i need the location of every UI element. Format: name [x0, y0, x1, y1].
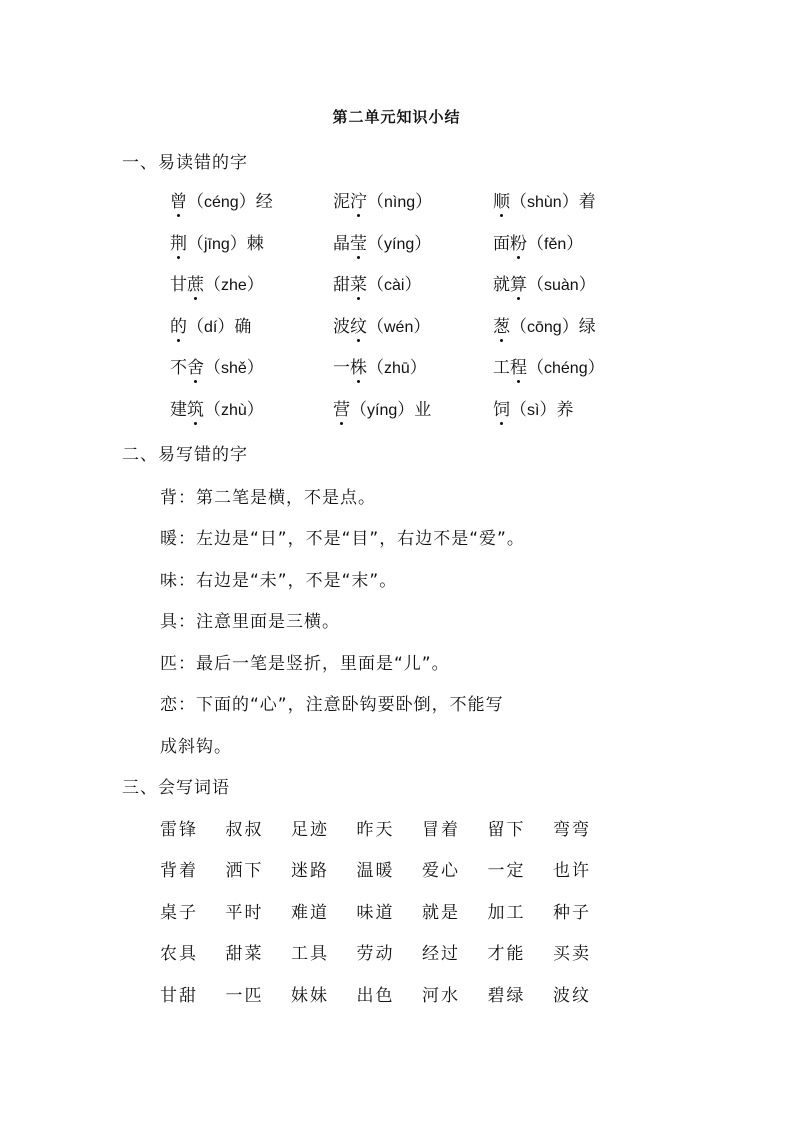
pinyin-entry [493, 395, 573, 420]
vocabulary-word: 甘甜 [160, 985, 198, 1006]
vocabulary-word: 出色 [356, 985, 395, 1006]
vocabulary-word: 味道 [356, 902, 395, 923]
word-character: 波 [333, 316, 350, 337]
pinyin-text: shùn [527, 194, 562, 211]
word-character: 业 [414, 400, 432, 420]
pinyin-text: zhù [221, 402, 247, 419]
dotted-character: 蔗 [187, 270, 204, 295]
dotted-character: 营 [333, 395, 350, 420]
pinyin-text: suàn [544, 277, 579, 295]
close-paren: ） [587, 358, 605, 379]
vocabulary-word: 经过 [422, 944, 460, 965]
pinyin-entry [493, 270, 596, 295]
open-paren: （ [350, 400, 367, 420]
vocabulary-word: 难道 [291, 902, 329, 923]
close-paren: ） [246, 275, 264, 296]
pinyin-text: dí [204, 318, 218, 336]
pinyin-entry [170, 395, 264, 420]
vocabulary-word: 劳动 [356, 944, 395, 965]
dotted-character: 舍 [187, 353, 204, 378]
pinyin-entry [493, 229, 583, 254]
word-character: 不 [170, 358, 187, 379]
vocabulary-word: 足迹 [291, 820, 329, 840]
writing-note: 恋：下面的“心”，注意卧钩要卧倒，不能写 [160, 695, 504, 715]
open-paren: （ [204, 358, 221, 379]
vocabulary-word: 一定 [487, 861, 526, 882]
vocabulary-word: 叔叔 [225, 820, 264, 840]
pinyin-text: cài [384, 277, 405, 295]
pinyin-text: yíng [384, 235, 415, 253]
open-paren: （ [510, 192, 527, 212]
open-paren: （ [367, 358, 384, 379]
open-paren: （ [204, 400, 221, 420]
open-paren: （ [367, 233, 384, 254]
open-paren: （ [527, 275, 544, 296]
pinyin-entry [493, 187, 596, 212]
dotted-character: 的 [170, 312, 187, 337]
section-heading-misread: 一、易读错的字 [122, 153, 248, 173]
close-paren: ） [229, 233, 247, 254]
pinyin-entry [170, 312, 251, 337]
vocabulary-word: 爱心 [422, 861, 460, 882]
pinyin-entry [170, 229, 264, 254]
word-character: 着 [578, 192, 596, 212]
open-paren: （ [527, 358, 544, 379]
word-character: 确 [234, 316, 252, 337]
writing-note: 成斜钩。 [160, 737, 232, 757]
vocabulary-word: 昨天 [356, 820, 395, 840]
open-paren: （ [367, 192, 384, 212]
section-heading-miswritten: 二、易写错的字 [122, 445, 248, 465]
page-title: 第二单元知识小结 [332, 108, 461, 126]
pinyin-entry [170, 187, 273, 212]
dotted-character: 程 [510, 353, 527, 378]
close-paren: ） [566, 233, 584, 254]
writing-note: 背：第二笔是横，不是点。 [160, 488, 376, 508]
dotted-character: 饲 [493, 395, 510, 420]
word-character: 甜 [333, 275, 350, 296]
close-paren: ） [238, 192, 256, 212]
vocabulary-word: 弯弯 [553, 820, 591, 840]
vocabulary-word: 平时 [225, 902, 264, 923]
word-character: 经 [255, 192, 273, 212]
dotted-character: 菜 [350, 270, 367, 295]
pinyin-text: wén [384, 318, 414, 336]
vocabulary-word: 工具 [291, 944, 329, 965]
pinyin-text: zhū [384, 360, 410, 378]
open-paren: （ [187, 192, 204, 212]
dotted-character: 泞 [350, 187, 367, 212]
pinyin-text: nìng [384, 194, 416, 211]
pinyin-text: sì [527, 402, 540, 419]
vocabulary-word: 才能 [487, 944, 526, 965]
word-character: 棘 [246, 233, 264, 254]
dotted-character: 莹 [350, 229, 367, 254]
vocabulary-word: 农具 [160, 944, 198, 965]
open-paren: （ [527, 233, 544, 254]
word-character: 就 [493, 275, 510, 296]
pinyin-text: fěn [544, 235, 567, 253]
vocabulary-word: 河水 [422, 985, 460, 1006]
vocabulary-word: 冒着 [422, 820, 460, 840]
pinyin-text: céng [204, 194, 239, 211]
dotted-character: 株 [350, 353, 367, 378]
dotted-character: 纹 [350, 312, 367, 337]
close-paren: ） [415, 192, 433, 212]
pinyin-text: zhe [221, 277, 247, 295]
dotted-character: 筑 [187, 395, 204, 420]
pinyin-text: shě [221, 360, 247, 378]
dotted-character: 顺 [493, 187, 510, 212]
pinyin-text: cōng [527, 318, 562, 336]
dotted-character: 粉 [510, 229, 527, 254]
close-paren: ） [414, 233, 432, 254]
close-paren: ） [397, 400, 415, 420]
vocabulary-word: 碧绿 [487, 985, 526, 1006]
open-paren: （ [187, 316, 204, 337]
pinyin-text: chéng [544, 360, 588, 378]
word-character: 绿 [578, 316, 596, 337]
vocabulary-word: 背着 [160, 861, 198, 882]
writing-note: 暖：左边是“日”，不是“目”，右边不是“爱”。 [160, 529, 525, 549]
vocabulary-word: 一匹 [225, 985, 264, 1006]
word-character: 建 [170, 400, 187, 420]
vocabulary-word: 迷路 [291, 861, 329, 882]
pinyin-text: yíng [367, 402, 398, 419]
dotted-character: 曾 [170, 187, 187, 212]
pinyin-entry [333, 312, 430, 337]
close-paren: ） [217, 316, 235, 337]
vocabulary-word: 买卖 [553, 944, 591, 965]
writing-note: 匹：最后一笔是竖折，里面是“儿”。 [160, 654, 450, 674]
close-paren: ） [404, 275, 422, 296]
writing-note: 味：右边是“未”，不是“末”。 [160, 571, 398, 591]
close-paren: ） [561, 192, 579, 212]
word-character: 工 [493, 358, 510, 379]
open-paren: （ [187, 233, 204, 254]
vocabulary-word: 洒下 [225, 861, 264, 882]
dotted-character: 算 [510, 270, 527, 295]
vocabulary-word: 也许 [553, 861, 591, 882]
pinyin-text: jīng [204, 235, 230, 253]
word-character: 养 [556, 400, 574, 420]
pinyin-entry [333, 395, 431, 420]
vocabulary-word: 就是 [422, 902, 460, 923]
pinyin-entry [493, 312, 596, 337]
close-paren: ） [246, 358, 264, 379]
word-character: 晶 [333, 233, 350, 254]
vocabulary-word: 桌子 [160, 902, 198, 923]
word-character: 甘 [170, 275, 187, 296]
vocabulary-word: 波纹 [553, 985, 591, 1006]
close-paren: ） [409, 358, 427, 379]
pinyin-entry [333, 187, 432, 212]
dotted-character: 葱 [493, 312, 510, 337]
open-paren: （ [510, 316, 527, 337]
open-paren: （ [510, 400, 527, 420]
word-character: 一 [333, 358, 350, 379]
close-paren: ） [246, 400, 264, 420]
writing-note: 具：注意里面是三横。 [160, 612, 340, 632]
open-paren: （ [367, 275, 384, 296]
close-paren: ） [413, 316, 431, 337]
close-paren: ） [561, 316, 579, 337]
word-character: 面 [493, 233, 510, 254]
pinyin-entry [493, 353, 605, 378]
vocabulary-word: 雷锋 [160, 820, 198, 840]
pinyin-entry [170, 270, 264, 295]
word-character: 泥 [333, 192, 350, 212]
vocabulary-word: 种子 [553, 902, 591, 923]
pinyin-entry [333, 270, 421, 295]
close-paren: ） [539, 400, 557, 420]
close-paren: ） [578, 275, 596, 296]
open-paren: （ [367, 316, 384, 337]
vocabulary-word: 甜菜 [225, 944, 264, 965]
pinyin-entry [333, 353, 427, 378]
pinyin-entry [170, 353, 264, 378]
dotted-character: 荆 [170, 229, 187, 254]
vocabulary-word: 加工 [487, 902, 526, 923]
vocabulary-word: 妹妹 [291, 985, 329, 1006]
vocabulary-word: 温暖 [356, 861, 395, 882]
vocabulary-word: 留下 [487, 820, 526, 840]
section-heading-vocabulary: 三、会写词语 [122, 778, 230, 798]
pinyin-entry [333, 229, 431, 254]
open-paren: （ [204, 275, 221, 296]
